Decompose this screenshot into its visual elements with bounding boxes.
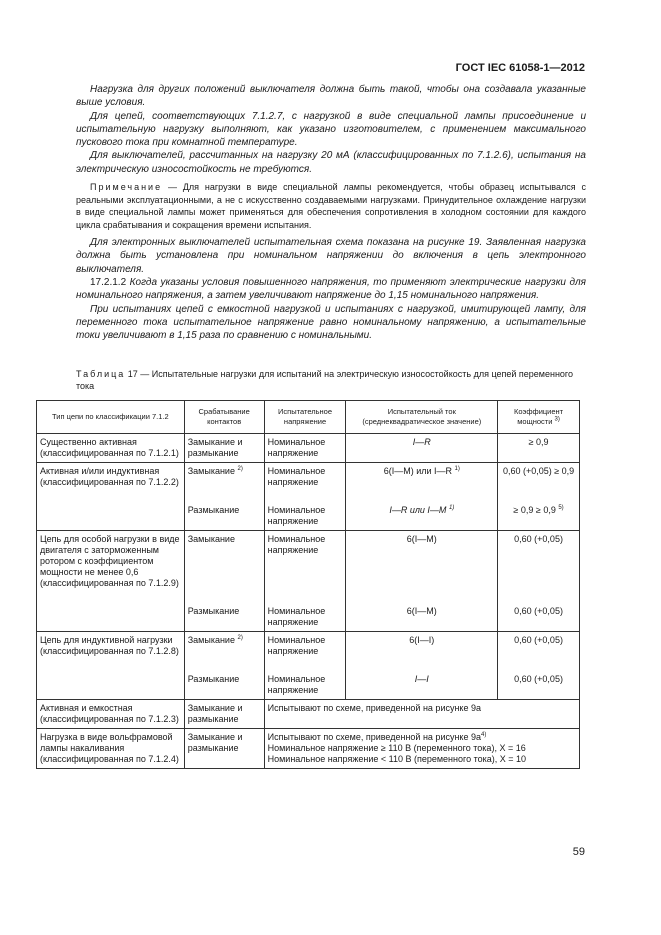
body-text (76, 83, 586, 342)
table-row (37, 592, 580, 632)
paragraph-1: Нагрузка для других положений выключателя должна быть такой, чтобы она создавала указанные выше условия. (76, 84, 586, 109)
cell-circuit (37, 491, 185, 531)
table-row (37, 531, 580, 593)
cell-action-text: Замыкание (187, 635, 235, 645)
cell-action: Размыкание (184, 660, 264, 700)
paragraph-4: Для электронных выключателей испытательная схема показана на рисунке 19. Заявленная нагрузка должна быть установлена при номинальном напряжении до включения в цепь электронного выключателя. (76, 237, 586, 275)
cell-action: Замыкание и размыкание (184, 434, 264, 463)
cell-circuit: Нагрузка в виде вольфрамовой лампы накаливания (классифицированная по 7.1.2.4) (37, 729, 185, 769)
cell-action (184, 463, 264, 492)
test-loads-table (36, 400, 580, 769)
header-power-factor-footnote: 3) (554, 416, 560, 423)
table-caption (76, 369, 586, 392)
table-row (37, 632, 580, 661)
cell-power-factor: 0,60 (+0,05) (498, 632, 580, 661)
cell-action (184, 632, 264, 661)
cell-circuit: Цепь для индуктивной нагрузки (классифицированная по 7.1.2.8) (37, 632, 185, 661)
cell-action: Размыкание (184, 491, 264, 531)
cell-circuit: Активная и емкостная (классифицированная по 7.1.2.3) (37, 700, 185, 729)
cell-action-footnote: 2) (237, 466, 243, 472)
table-row (37, 434, 580, 463)
cell-power-factor: 0,60 (+0,05) (498, 531, 580, 593)
cell-voltage: Номинальное напряжение (264, 592, 346, 632)
cell-power-factor (498, 491, 580, 531)
table-caption-label: Таблица (76, 369, 126, 379)
page-number: 59 (572, 846, 585, 858)
cell-current (346, 491, 498, 531)
cell-action-footnote: 2) (237, 635, 243, 641)
cell-current: 6(I—I) (346, 632, 498, 661)
table-header-row (37, 401, 580, 434)
cell-power-factor: 0,60 (+0,05) ≥ 0,9 (498, 463, 580, 492)
table-row (37, 463, 580, 492)
cell-voltage: Номинальное напряжение (264, 434, 346, 463)
cell-test-scheme-line-3: Номинальное напряжение < 110 В (переменного тока), X = 10 (267, 754, 527, 764)
cell-voltage: Номинальное напряжение (264, 463, 346, 492)
cell-circuit (37, 660, 185, 700)
header-power-factor (498, 401, 580, 434)
cell-power-factor: 0,60 (+0,05) (498, 660, 580, 700)
cell-test-scheme-line-2: Номинальное напряжение ≥ 110 В (переменного тока), X = 16 (267, 743, 526, 753)
paragraph-2: Для цепей, соответствующих 7.1.2.7, с нагрузкой в виде специальной лампы присоединение и испытательную нагрузку выполняют, как указано изготовителем, с применением максимального пускового тока при комнатной температуре. (76, 110, 586, 149)
cell-circuit: Существенно активная (классифицированная по 7.1.2.1) (37, 434, 185, 463)
paragraph-6: При испытаниях цепей с емкостной нагрузкой и испытаниях с нагрузкой, имитирующей лампу, для переменного тока испытательное напряжение равно номинальному напряжению, а испытательные токи увеличивают в 1,15 раза по сравнению с номинальными. (76, 303, 586, 342)
cell-power-factor: 0,60 (+0,05) (498, 592, 580, 632)
cell-test-scheme-text: Испытывают по схеме, приведенной на рисунке 9а (267, 732, 481, 742)
paragraph-5 (76, 276, 586, 303)
note-label: Примечание (90, 182, 163, 193)
cell-voltage: Номинальное напряжение (264, 660, 346, 700)
paragraph-3: Для выключателей, рассчитанных на нагрузку 20 мА (классифицированных по 7.1.2.6), испытания на электрическую износостойкость не требуются. (76, 150, 586, 175)
table-row (37, 660, 580, 700)
cell-current-footnote: 1) (448, 505, 455, 511)
cell-power-factor-text: ≥ 0,9 ≥ 0,9 (513, 505, 556, 515)
cell-power-factor-footnote: 5) (558, 505, 564, 511)
cell-voltage: Номинальное напряжение (264, 491, 346, 531)
cell-voltage: Номинальное напряжение (264, 531, 346, 593)
header-power-factor-text: Коэффициент мощности (513, 407, 564, 426)
cell-current: I—R (346, 434, 498, 463)
paragraph-5-text: Когда указаны условия повышенного напряжения, то применяют электрические нагрузки для номинального напряжения, а затем увеличивают напряжение до 1,15 номинального напряжения. (76, 276, 587, 302)
cell-action: Замыкание (184, 531, 264, 593)
cell-action: Замыкание и размыкание (184, 700, 264, 729)
table-row (37, 729, 580, 769)
cell-action: Размыкание (184, 592, 264, 632)
cell-test-scheme-footnote: 4) (481, 732, 487, 738)
cell-test-scheme (264, 729, 579, 769)
cell-action: Замыкание и размыкание (184, 729, 264, 769)
cell-current (346, 463, 498, 492)
table-caption-text: 17 — Испытательные нагрузки для испытаний на электрическую износостойкость для цепей переменного тока (76, 369, 574, 391)
note-text: — Для нагрузки в виде специальной лампы рекомендуется, чтобы образец испытывался с реальными эксплуатационными, а не с искусственно создаваемыми нагрузками. Принудительное охлаждение нагрузки в виде специальной лампы может применяться для обеспечения сопротивления в холодном состоянии для каждого цикла срабатывания и сокращения времени испытания. (76, 182, 586, 230)
clause-number: 17.2.1.2 (90, 276, 130, 288)
table-row (37, 491, 580, 531)
header-test-voltage: Испытательное напряжение (264, 401, 346, 434)
cell-power-factor: ≥ 0,9 (498, 434, 580, 463)
header-test-current: Испытательный ток (среднеквадратическое значение) (346, 401, 498, 434)
header-contact-action: Срабатывание контактов (184, 401, 264, 434)
cell-action-text: Замыкание (187, 466, 235, 476)
cell-circuit: Цепь для особой нагрузки в виде двигателя с заторможенным ротором с коэффициентом мощности не менее 0,6 (классифицированная по 7.1.2.9) (37, 531, 185, 593)
document-standard-header: ГОСТ IEC 61058-1—2012 (455, 62, 585, 74)
cell-test-scheme: Испытывают по схеме, приведенной на рисунке 9а (264, 700, 579, 729)
cell-test-scheme-line-1 (268, 732, 576, 743)
cell-circuit: Активная и/или индуктивная (классифицированная по 7.1.2.2) (37, 463, 185, 492)
cell-current-footnote: 1) (454, 466, 460, 472)
cell-current-text: 6(I—M) или I—R (383, 466, 453, 476)
note (76, 181, 586, 231)
header-circuit-type: Тип цепи по классификации 7.1.2 (37, 401, 185, 434)
cell-voltage: Номинальное напряжение (264, 632, 346, 661)
cell-current: I—I (346, 660, 498, 700)
cell-current: 6(I—M) (346, 592, 498, 632)
cell-current: 6(I—M) (346, 531, 498, 593)
cell-current-text: I—R или I—M (389, 505, 447, 515)
table-row (37, 700, 580, 729)
cell-circuit (37, 592, 185, 632)
